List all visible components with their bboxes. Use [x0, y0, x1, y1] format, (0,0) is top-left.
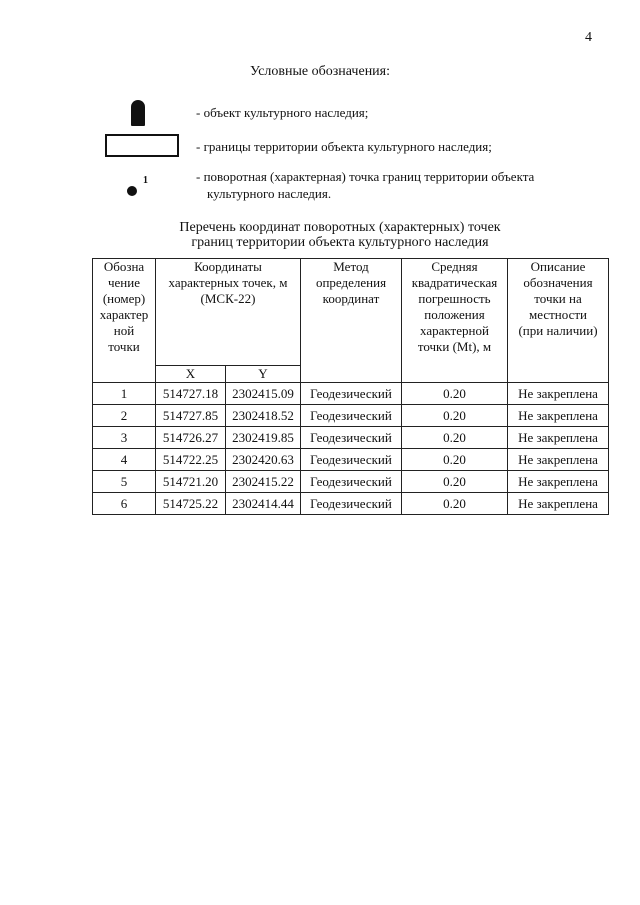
header-designation: Обозна чение (номер) характер ной точки — [93, 259, 156, 383]
coordinates-list-title — [0, 220, 640, 250]
header-method: Метод определения координат — [301, 259, 402, 383]
list-title-line2: границ территории объекта культурного наследия — [191, 235, 489, 250]
cell-y: 2302415.22 — [226, 471, 301, 493]
cultural-object-marker-icon — [131, 100, 145, 126]
cell-desc: Не закреплена — [508, 427, 609, 449]
cell-desc: Не закреплена — [508, 471, 609, 493]
legend-item-object-label: - объект культурного наследия; — [196, 105, 369, 120]
cell-x: 514725.22 — [156, 493, 226, 515]
cell-x: 514726.27 — [156, 427, 226, 449]
cell-num: 1 — [93, 383, 156, 405]
cell-y: 2302418.52 — [226, 405, 301, 427]
table-row — [93, 383, 609, 405]
table-row — [93, 471, 609, 493]
cell-y: 2302419.85 — [226, 427, 301, 449]
cell-error: 0.20 — [402, 427, 508, 449]
cell-method: Геодезический — [301, 383, 402, 405]
table-row — [93, 427, 609, 449]
cell-num: 5 — [93, 471, 156, 493]
cell-method: Геодезический — [301, 405, 402, 427]
page-number: 4 — [585, 30, 592, 45]
table-row — [93, 493, 609, 515]
cell-error: 0.20 — [402, 493, 508, 515]
cell-error: 0.20 — [402, 471, 508, 493]
cell-desc: Не закреплена — [508, 493, 609, 515]
cell-num: 6 — [93, 493, 156, 515]
cell-num: 2 — [93, 405, 156, 427]
legend-item-point-label-line1: - поворотная (характерная) точка границ территории объекта — [196, 169, 535, 184]
cell-num: 4 — [93, 449, 156, 471]
cell-method: Геодезический — [301, 493, 402, 515]
header-coordinates: Координаты характерных точек, м (МСК-22) — [156, 259, 301, 366]
cell-x: 514727.85 — [156, 405, 226, 427]
header-error: Средняя квадратическая погрешность положения характерной точки (Mt), м — [402, 259, 508, 383]
header-x: X — [156, 366, 226, 383]
table-row — [93, 405, 609, 427]
cell-x: 514722.25 — [156, 449, 226, 471]
cell-method: Геодезический — [301, 427, 402, 449]
cell-method: Геодезический — [301, 471, 402, 493]
table-header-row — [93, 259, 609, 366]
legend-item-point-label-line2: культурного наследия. — [207, 186, 332, 201]
legend-item-boundary-label: - границы территории объекта культурного наследия; — [196, 139, 492, 154]
cell-desc: Не закреплена — [508, 405, 609, 427]
table-row — [93, 449, 609, 471]
turning-point-icon — [127, 186, 137, 196]
boundary-rectangle-icon — [105, 134, 179, 157]
cell-x: 514721.20 — [156, 471, 226, 493]
cell-desc: Не закреплена — [508, 383, 609, 405]
turning-point-marker-label: 1 — [143, 175, 148, 186]
list-title-line1: Перечень координат поворотных (характерных) точек — [179, 220, 501, 235]
header-y: Y — [226, 366, 301, 383]
cell-error: 0.20 — [402, 405, 508, 427]
cell-num: 3 — [93, 427, 156, 449]
coordinates-table — [92, 258, 609, 515]
legend-title: Условные обозначения: — [249, 64, 391, 79]
cell-y: 2302415.09 — [226, 383, 301, 405]
cell-y: 2302414.44 — [226, 493, 301, 515]
header-description: Описание обозначения точки на местности (при наличии) — [508, 259, 609, 383]
cell-x: 514727.18 — [156, 383, 226, 405]
cell-desc: Не закреплена — [508, 449, 609, 471]
cell-y: 2302420.63 — [226, 449, 301, 471]
cell-error: 0.20 — [402, 383, 508, 405]
cell-method: Геодезический — [301, 449, 402, 471]
cell-error: 0.20 — [402, 449, 508, 471]
